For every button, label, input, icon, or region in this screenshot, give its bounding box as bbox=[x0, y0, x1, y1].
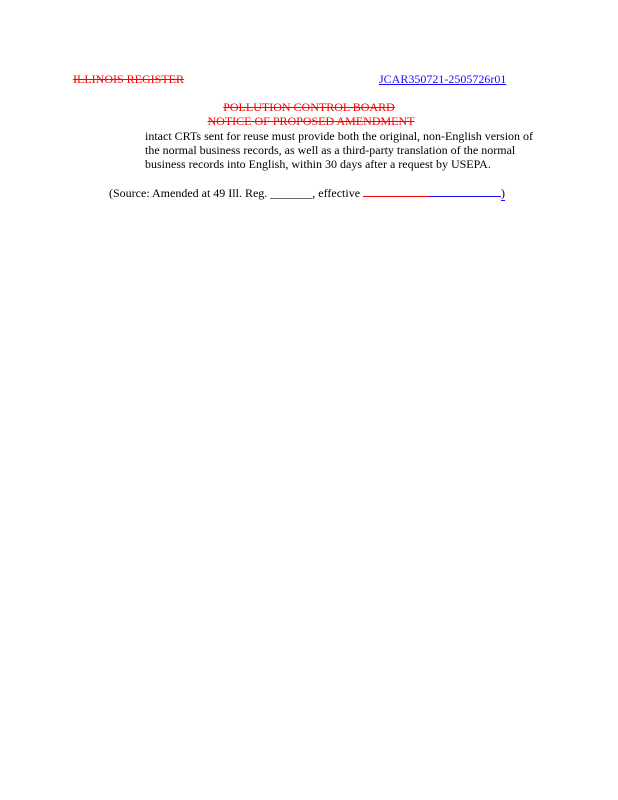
source-suffix: ) bbox=[501, 186, 506, 200]
effective-date-blank-inserted bbox=[429, 185, 501, 197]
heading-notice-text: NOTICE OF PROPOSED AMENDMENT bbox=[207, 114, 415, 128]
heading-notice-of-proposed-amendment bbox=[0, 114, 618, 129]
heading-pollution-control-board: POLLUTION CONTROL BOARD bbox=[223, 100, 395, 114]
jcar-code-text: JCAR350721-2505726r01 bbox=[379, 72, 507, 86]
effective-date-blank-struck bbox=[363, 185, 429, 197]
header-illinois-register: ILLINOIS REGISTER bbox=[73, 72, 184, 86]
header-jcar-code bbox=[379, 72, 506, 87]
source-prefix: (Source: Amended at 49 Ill. Reg. _______, effective bbox=[109, 186, 361, 200]
body-line-3: business records into English, within 30 days after a request by USEPA. bbox=[145, 157, 491, 171]
source-note bbox=[109, 185, 505, 201]
body-line-1: intact CRTs sent for reuse must provide both the original, non-English version of bbox=[145, 129, 534, 143]
body-paragraph bbox=[145, 129, 533, 171]
body-line-2: the normal business records, as well as a third-party translation of the normal bbox=[145, 143, 516, 157]
